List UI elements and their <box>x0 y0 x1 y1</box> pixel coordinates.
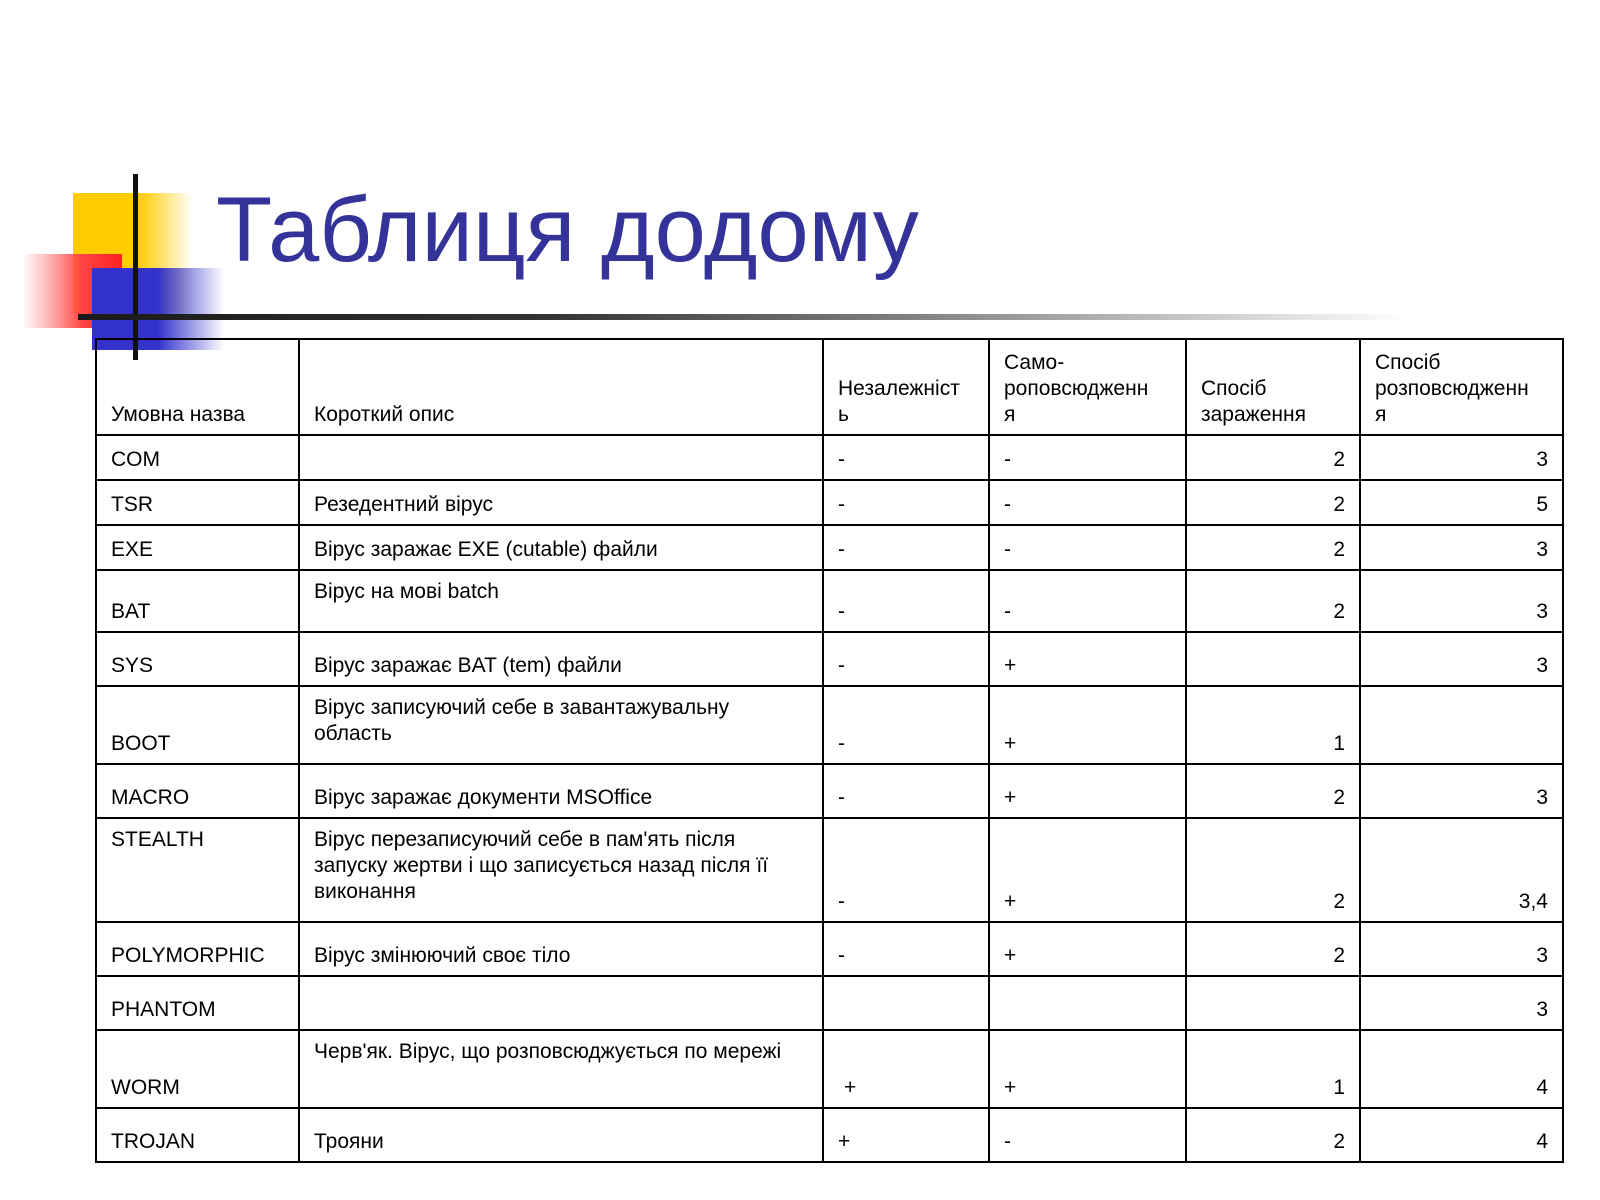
cell-name: BOOT <box>96 686 299 764</box>
cell-spread: 4 <box>1360 1108 1563 1162</box>
cell-infect: 2 <box>1186 922 1360 976</box>
header-cell-self: Само- роповсюдженн я <box>989 339 1186 435</box>
cell-infect: 2 <box>1186 818 1360 922</box>
cell-self: + <box>989 632 1186 686</box>
cell-indep: - <box>823 818 989 922</box>
page-title: Таблиця додому <box>216 179 919 281</box>
cell-infect: 2 <box>1186 435 1360 480</box>
cell-indep: - <box>823 480 989 525</box>
header-cell-name: Умовна назва <box>96 339 299 435</box>
table-row <box>96 1030 1563 1108</box>
cell-infect: 2 <box>1186 525 1360 570</box>
cell-spread: 3 <box>1360 632 1563 686</box>
cell-spread: 3 <box>1360 525 1563 570</box>
cell-self: - <box>989 1108 1186 1162</box>
cell-spread: 3 <box>1360 764 1563 818</box>
cell-indep: + <box>823 1108 989 1162</box>
table-row <box>96 435 1563 480</box>
cell-spread <box>1360 686 1563 764</box>
header-cell-desc: Короткий опис <box>299 339 823 435</box>
cell-indep: - <box>823 435 989 480</box>
cell-spread: 4 <box>1360 1030 1563 1108</box>
cell-desc <box>299 976 823 1030</box>
cell-name: COM <box>96 435 299 480</box>
cell-desc: Вірус заражає EXE (cutable) файли <box>299 525 823 570</box>
cell-infect: 1 <box>1186 686 1360 764</box>
cell-self: - <box>989 570 1186 632</box>
cell-indep: - <box>823 632 989 686</box>
cell-infect: 1 <box>1186 1030 1360 1108</box>
cell-infect: 2 <box>1186 1108 1360 1162</box>
cell-name: MACRO <box>96 764 299 818</box>
cell-spread: 3 <box>1360 435 1563 480</box>
table-row <box>96 976 1563 1030</box>
cell-name: BAT <box>96 570 299 632</box>
cell-name: EXE <box>96 525 299 570</box>
cell-name: SYS <box>96 632 299 686</box>
cell-desc: Черв'як. Вірус, що розповсюджується по мережі <box>299 1030 823 1108</box>
table-row <box>96 570 1563 632</box>
cell-infect: 2 <box>1186 480 1360 525</box>
cell-self: - <box>989 435 1186 480</box>
cell-indep <box>823 976 989 1030</box>
cell-spread: 3 <box>1360 976 1563 1030</box>
cell-self: + <box>989 764 1186 818</box>
cell-desc: Вірус заражає BAT (tem) файли <box>299 632 823 686</box>
cell-desc: Вірус змінюючий своє тіло <box>299 922 823 976</box>
virus-table <box>95 338 1564 1163</box>
cell-name: PHANTOM <box>96 976 299 1030</box>
cell-indep: + <box>823 1030 989 1108</box>
cell-indep: - <box>823 570 989 632</box>
cell-self: - <box>989 480 1186 525</box>
header-cell-spread: Спосіб розповсюдженн я <box>1360 339 1563 435</box>
cell-desc: Вірус на мові batch <box>299 570 823 632</box>
deco-vertical-line <box>133 174 138 360</box>
header-cell-infect: Спосіб зараження <box>1186 339 1360 435</box>
header-cell-indep: Незалежніст ь <box>823 339 989 435</box>
cell-infect: 2 <box>1186 570 1360 632</box>
cell-self <box>989 976 1186 1030</box>
cell-infect <box>1186 632 1360 686</box>
table-row <box>96 818 1563 922</box>
cell-indep: - <box>823 764 989 818</box>
cell-self: + <box>989 818 1186 922</box>
cell-desc <box>299 435 823 480</box>
cell-self: + <box>989 922 1186 976</box>
cell-desc: Вірус перезаписуючий себе в пам'ять після запуску жертви і що записується назад після її виконання <box>299 818 823 922</box>
title-rule <box>78 314 1408 320</box>
table-row <box>96 1108 1563 1162</box>
cell-desc: Вірус заражає документи MSOffice <box>299 764 823 818</box>
cell-infect: 2 <box>1186 764 1360 818</box>
cell-spread: 5 <box>1360 480 1563 525</box>
cell-desc: Трояни <box>299 1108 823 1162</box>
table-row <box>96 764 1563 818</box>
cell-name: TSR <box>96 480 299 525</box>
table-row <box>96 922 1563 976</box>
table-row <box>96 686 1563 764</box>
cell-indep: - <box>823 922 989 976</box>
cell-indep: - <box>823 686 989 764</box>
cell-spread: 3 <box>1360 922 1563 976</box>
cell-self: + <box>989 686 1186 764</box>
cell-spread: 3 <box>1360 570 1563 632</box>
cell-desc: Вірус записуючий себе в завантажувальну область <box>299 686 823 764</box>
cell-self: - <box>989 525 1186 570</box>
cell-infect <box>1186 976 1360 1030</box>
table-row <box>96 480 1563 525</box>
cell-name: STEALTH <box>96 818 299 922</box>
cell-self: + <box>989 1030 1186 1108</box>
cell-name: WORM <box>96 1030 299 1108</box>
table-header-row <box>96 339 1563 435</box>
cell-name: TROJAN <box>96 1108 299 1162</box>
cell-spread: 3,4 <box>1360 818 1563 922</box>
cell-name: POLYMORPHIC <box>96 922 299 976</box>
cell-desc: Резедентний вірус <box>299 480 823 525</box>
table-row <box>96 525 1563 570</box>
cell-indep: - <box>823 525 989 570</box>
table-row <box>96 632 1563 686</box>
